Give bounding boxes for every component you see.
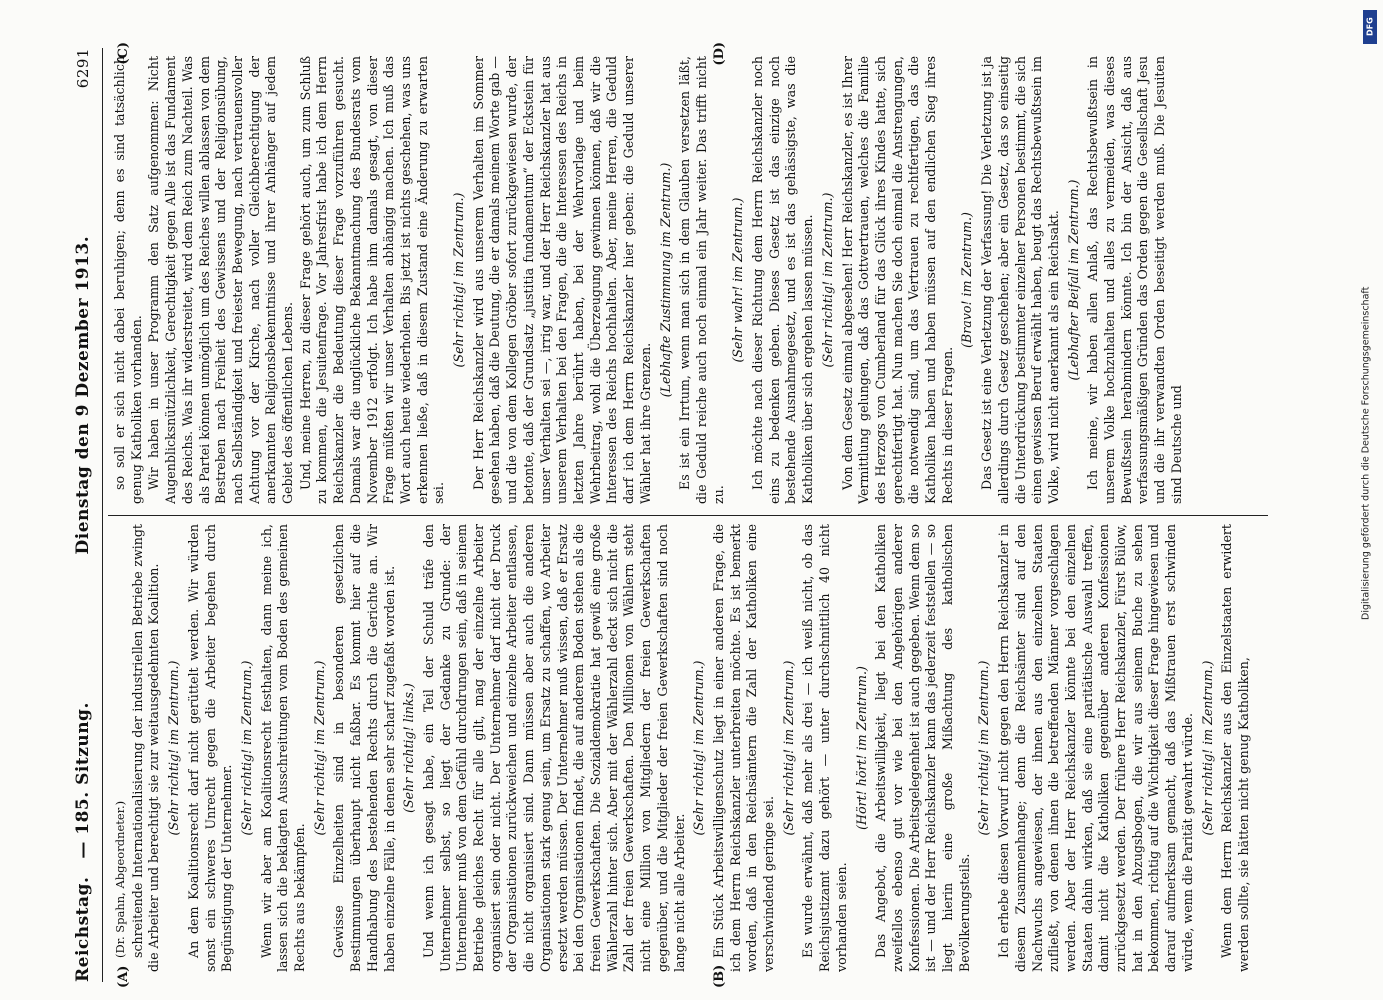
paragraph: Ich meine, wir haben allen Anlaß, das Rechtsbewußtsein in unserem Volke hochzuhalten und alles zu vermeiden, was dieses Bewußtsein herabmindern könnte. Ich bin der Ansicht, daß aus verfassungsmäßigen Gründen das Orden gegen die Gesellschaft Jesu und die ihr verwandten Orden beseitigt werden muß. Die Jesuiten sind Deutsche und: [1085, 56, 1184, 504]
header-journal: Reichstag.: [73, 876, 93, 982]
speaker-note: (Dr. Spahn, Abgeordneter.): [113, 800, 127, 958]
paragraph: Es ist ein Irrtum, wenn man sich in dem Glauben versetzen läßt, die Geduld reiche auch noch einmal ein Jahr weiter. Das trifft nicht zu.: [677, 56, 726, 504]
paragraph: Ich erhebe diesen Vorwurf nicht gegen den Herrn Reichskanzler in diesem Zusammenhange; denn die Reichsämter sind auf den Nachwuchs angewiesen, der ihnen aus den einzelnen Staaten zufließt, von denen ihnen die betreffenden Männer vorgeschlagen werden. Aber der Herr Reichskanzler könnte bei den einzelnen Staaten dahin wirken, daß sie eine paritätische Auswahl treffen, damit nicht die Katholiken gegenüber anderen Konfessionen zurückgesetzt werden. Der frühere Herr Reichskanzler, Fürst Bülow, hat in den Abzugsbogen, die wir aus seinem Buche zu sehen bekommen, richtig auf die Wichtigkeit dieser Frage hingewiesen und darauf aufmerksam gemacht, daß das Mißtrauen erst schwinden würde, wenn die Parität gewahrt würde.: [996, 524, 1195, 972]
left-column: [112, 524, 1262, 972]
paragraph: so soll er sich nicht dabei beruhigen; denn es sind tatsächlich genug Katholiken vorhanden.: [112, 56, 144, 504]
header-left: [73, 702, 93, 982]
running-header: [68, 48, 98, 982]
margin-mark-a: (A): [116, 965, 131, 988]
paragraph: Wenn dem Herrn Reichskanzler aus den Einzelstaaten erwidert werden sollte, sie hätten nicht genug Katholiken,: [1219, 524, 1251, 972]
interjection: (Lebhafter Beifall im Zentrum.): [1065, 179, 1081, 381]
paragraph: Der Herr Reichskanzler wird aus unserem Verhalten im Sommer gesehen haben, daß die Deutung, die er damals meinem Worte gab — und die von dem Kollegen Gröber sofort zurückgewiesen wurde, der betonte, daß der Grundsatz „justitia fundamentum“ der Eckstein für unser Verhalten sei —, irrig war, und der Herr Reichskanzler hat aus unserem Verhalten bei den Fragen, die die Interessen des Reichs in letzten Jahre berührt haben, bei der Wehrvorlage und beim Wehrbeitrag, wohl die Überzeugung gewinnen können, daß wir die Interessen des Reichs hochhalten. Aber, meine Herren, die Geduld darf ich dem Herrn Reichskanzler hier geben: die Geduld unserer Wähler hat ihre Grenzen.: [470, 56, 653, 504]
paragraph: Und wenn ich gesagt habe, ein Teil der Schuld träfe den Unternehmer selbst, so liegt der Gedanke zu Grunde: der Unternehmer muß von dem Gefühl durchdrungen sein, daß in seinem Betriebe gleiches Recht für alle gilt, mag der einzelne Arbeiter organisiert sein oder nicht. Der Unternehmer darf nicht der Druck der Organisationen zurückweichen und einzelne Arbeiter entlassen, die nicht organisiert sind. Dann müssen aber auch die anderen Organisationen stark genug sein, um Ersatz zu schaffen, wo Arbeiter ersetzt werden müssen. Der Unternehmer muß wissen, daß er Ersatz bei den Organisationen findet, die auf anderem Boden stehen als die freien Gewerkschaften. Die Sozialdemokratie hat gewiß eine große Wählerzahl hinter sich. Aber mit der Wählerzahl deckt sich nicht die Zahl der freien Gewerkschaften. Den Millionen von Wählern steht nicht eine Million von Mitgliedern der freien Gewerkschaften gegenüber, und die Mitglieder der freien Gewerkschaften sind noch lange nicht alle Arbeiter.: [420, 524, 687, 972]
margin-mark-c: (C): [116, 42, 131, 65]
column-divider: [108, 515, 1268, 516]
paragraph: Das Gesetz ist eine Verletzung der Verfassung! Die Verletzung ist ja allerdings durch Gesetz geschehen; aber ein Gesetz, das so einseitig die Unterdrückung bestimmter einzelner Personen bestimmt, die sich einen gewissen Beruf erwählt haben, beugt das Rechtsbewußtsein im Volke, wird nicht anerkannt als ein Reichsakt.: [979, 56, 1061, 504]
header-date: Dienstag den 9 Dezember 1913.: [73, 235, 93, 555]
rotated-page: [12, 40, 1322, 990]
interjection: (Hört! hört! im Zentrum.): [853, 666, 869, 830]
interjection: (Sehr richtig! im Zentrum.): [166, 660, 182, 836]
interjection: (Sehr richtig! im Zentrum.): [780, 660, 796, 836]
interjection: (Bravo! im Zentrum.): [959, 212, 975, 348]
paragraph: Von dem Gesetz einmal abgesehen! Herr Reichskanzler, es ist Ihrer Vermittlung gelungen, daß das Gottvertrauen, welches die Familie des Herzogs von Cumberland für das Glück ihres Kindes hatte, sich gerechtfertigt hat. Nun machen Sie doch einmal die Anstrengungen, die notwendig sind, um das Vertrauen zu rechtfertigen, das die Katholiken haben und haben müssen auf den endlichen Sieg ihres Rechts in dieser Fragen.: [839, 56, 955, 504]
paragraph: Und, meine Herren, zu dieser Frage gehört auch, um zum Schluß zu kommen, die Jesuitenfrage. Vor Jahresfrist habe ich dem Herrn Reichskanzler die Bedeutung dieser Frage vorzuführen gesucht. Damals war die unglückliche Bekanntmachung des Bundesrats vom November 1912 erfolgt. Ich habe ihm damals gesagt, von dieser Frage müßten wir unser Verhalten abhängig machen. Ich muß das Wort auch heute wiederholen. Bis jetzt ist nichts geschehen, was uns erkennen ließe, daß in diesem Zustand eine Änderung zu erwarten sei.: [297, 56, 447, 504]
digitization-note: Digitalisierung gefördert durch die Deutsche Forschungsgemeinschaft: [1360, 286, 1372, 620]
margin-mark-d: (D): [712, 42, 727, 66]
interjection: (Lebhafte Zustimmung im Zentrum.): [657, 162, 673, 398]
interjection: (Sehr richtig! im Zentrum.): [451, 192, 467, 368]
page-number: 6291: [74, 48, 92, 89]
paragraph: Wenn wir aber am Koalitionsrecht festhalten, dann meine ich, lassen sich die beklagten Ausschreitungen vom Boden des gemeinen Rechts aus bekämpfen.: [258, 524, 308, 972]
paragraph: Wir haben in unser Programm den Satz aufgenommen: Nicht Augenblicksnützlichkeit, Gerechtigkeit gegen Alle ist das Fundament des Reichs. Was ihr widerstreitet, wird dem Reich zum Nachteil. Was als Partei können unmöglich um des Reiches willen ablassen von dem Bestreben nach Freiheit des Gewissens und der Religionsübung, nach Selbständigkeit und freiester Bewegung, nach vertrauensvoller Achtung vor der Kirche, nach voller Gleichberechtigung der anerkannten Religionsbekenntnisse und ihrer Anhänger auf jedem Gebiet des öffentlichen Lebens.: [146, 56, 296, 504]
interjection: (Sehr richtig! im Zentrum.): [311, 660, 327, 836]
interjection: (Sehr richtig! im Zentrum.): [238, 660, 254, 836]
paragraph: Ich möchte nach dieser Richtung dem Herrn Reichskanzler noch eins zu bedenken geben. Dieses Gesetz ist das einzige noch bestehende Ausnahmegesetz, und es ist das gehässigste, was die Katholiken über sich ergehen lassen müssen.: [750, 56, 816, 504]
margin-mark-b: (B): [712, 964, 727, 988]
dfg-logo: DFG: [1363, 10, 1377, 44]
interjection: (Sehr richtig! im Zentrum.): [1199, 660, 1215, 836]
header-session: — 185. Sitzung.: [73, 702, 93, 859]
header-rule: [102, 48, 103, 982]
paragraph: Das Angebot, die Arbeitswilligkeit, liegt bei den Katholiken zweifellos ebenso gut vor wie bei den Angehörigen anderer Konfessionen. Die Arbeitsgelegenheit ist auch gegeben. Wenn dem so ist — und der Herr Reichskanzler kann das jederzeit feststellen — so liegt hierin eine große Mißachtung des katholischen Bevölkerungsteils.: [873, 524, 972, 972]
interjection: (Sehr wahr! im Zentrum.): [730, 197, 746, 363]
interjection: (Sehr richtig! im Zentrum.): [819, 192, 835, 368]
interjection: (Sehr richtig! im Zentrum.): [976, 660, 992, 836]
paragraph: Es wurde erwähnt, daß mehr als drei — ich weiß nicht, ob das Reichsjustizamt dazu gehört — unter durchschnittlich 40 nicht vorhanden seien.: [800, 524, 849, 972]
paragraph: An dem Koalitionsrecht darf nicht gerüttelt werden. Wir würden sonst ein schweres Unrecht gegen die Arbeiter begehen durch Begünstigung der Unternehmer.: [185, 524, 235, 972]
paragraph: Ein Stück Arbeitswilligenschutz liegt in einer anderen Frage, die ich dem Herrn Reichskanzler unterbreiten möchte. Es ist bemerkt worden, daß in den Reichsämtern die Zahl der Katholiken eine verschwindend geringe sei.: [710, 524, 777, 972]
paragraph: schreitende Internationalisierung der industriellen Betriebe zwingt die Arbeiter und berechtigt sie zur weitausgedehnten Koalition.: [129, 524, 162, 972]
interjection: (Sehr richtig! im Zentrum.): [691, 660, 707, 836]
interjection: (Sehr richtig! links.): [401, 683, 417, 813]
right-column: [112, 56, 1262, 504]
paragraph: Gewisse Einzelheiten sind in besonderen gesetzlichen Bestimmungen überhaupt nicht faßbar. Es kommt hier auf die Handhabung des bestehenden Rechts durch die Gerichte an. Wir haben einzelne Fälle, in denen sehr scharf zugefaßt worden ist.: [331, 524, 397, 972]
